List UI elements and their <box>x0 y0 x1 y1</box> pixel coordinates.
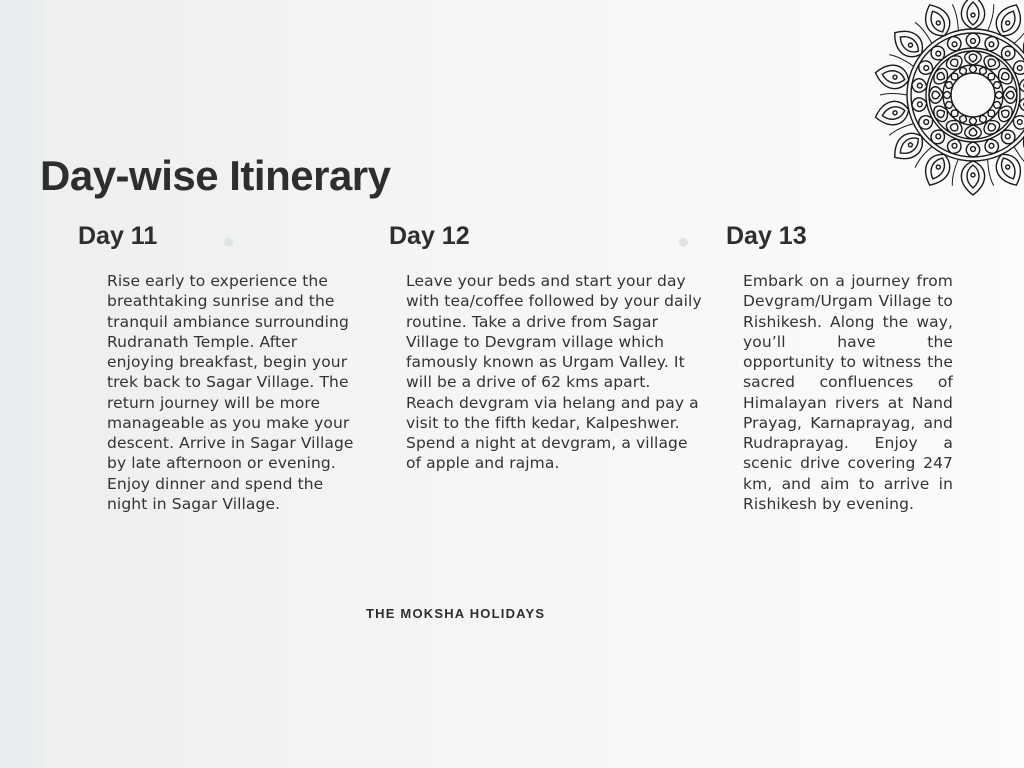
brand-footer: THE MOKSHA HOLIDAYS <box>366 606 546 621</box>
day-12-heading: Day 12 <box>389 222 470 250</box>
day-13-description: Embark on a journey from Devgram/Urgam Village to Rishikesh. Along the way, you’ll have the opportunity to witness the sacred confluences of Himalayan rivers at Nand Prayag, Karnaprayag, and Rudraprayag. Enjoy a scenic drive covering 247 km, and aim to arrive in Rishikesh by evening. <box>743 272 953 513</box>
mandala-ornament-icon <box>868 0 1024 200</box>
day-13-heading: Day 13 <box>726 222 807 250</box>
decorative-dot <box>224 238 233 247</box>
page-title: Day-wise Itinerary <box>40 152 391 199</box>
decorative-dot <box>679 238 688 247</box>
day-11-description: Rise early to experience the breathtaking sunrise and the tranquil ambiance surrounding Rudranath Temple. After enjoying breakfast, begin your trek back to Sagar Village. The return journey will be more manageable as you make your descent. Arrive in Sagar Village by late afternoon or evening. Enjoy dinner and spend the night in Sagar Village. <box>107 272 354 513</box>
day-11-heading: Day 11 <box>78 222 158 250</box>
background-strip <box>0 0 44 768</box>
day-12-description: Leave your beds and start your day with tea/coffee followed by your daily routine. Take a drive from Sagar Village to Devgram village which famously known as Urgam Valley. It will be a drive of 62 kms apart. Reach devgram via helang and pay a visit to the fifth kedar, Kalpeshwer. Spend a night at devgram, a village of apple and rajma. <box>406 272 702 473</box>
